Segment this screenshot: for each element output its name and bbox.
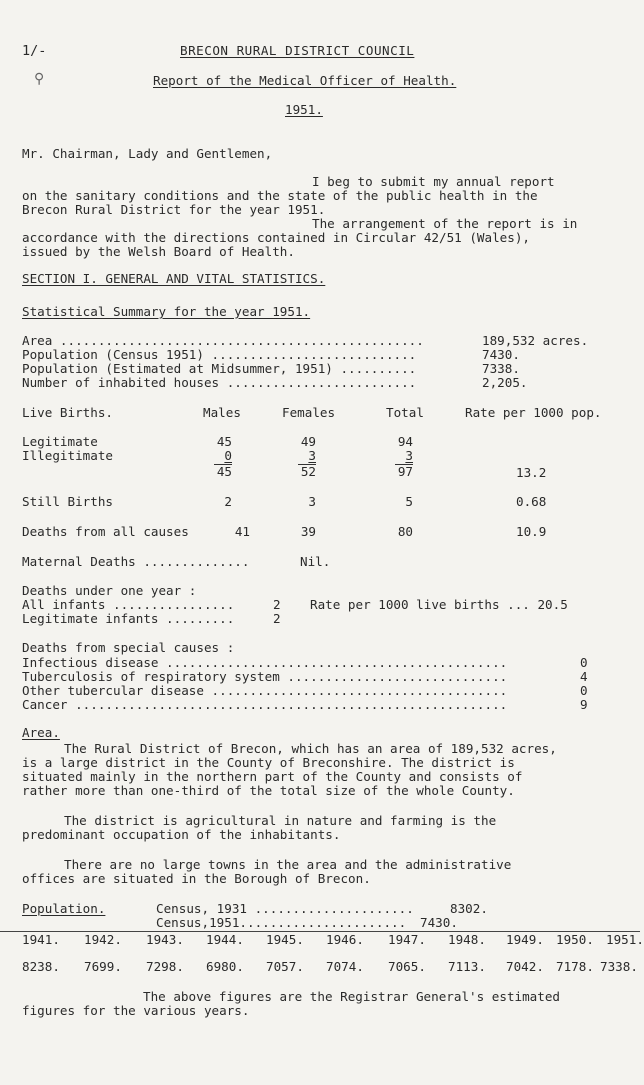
cell: 3: [308, 494, 316, 509]
area-line: predominant occupation of the inhabitants.: [22, 827, 341, 842]
cell: 0: [224, 448, 232, 463]
report-subtitle: Report of the Medical Officer of Health.: [153, 73, 457, 88]
area-line: There are no large towns in the area and the administrative: [64, 857, 512, 872]
area-line: offices are situated in the Borough of Brecon.: [22, 871, 371, 886]
row-label: Deaths from all causes: [22, 524, 189, 539]
area-line: The district is agricultural in nature and farming is the: [64, 813, 497, 828]
value-cell: 7065.: [388, 959, 426, 974]
table-header: Total: [386, 405, 424, 420]
intro-line: The arrangement of the report is in: [312, 216, 578, 231]
value-cell: 7074.: [326, 959, 364, 974]
infant-label: Legitimate infants .........: [22, 611, 235, 626]
summary-value: 7430.: [482, 347, 520, 362]
cell: 49: [300, 434, 316, 449]
special-label: Tuberculosis of respiratory system .............................: [22, 669, 508, 684]
population-heading: Population.: [22, 901, 106, 916]
year-cell: 1949.: [506, 932, 544, 947]
value-cell: 6980.: [206, 959, 244, 974]
census-value: 7430.: [420, 915, 458, 930]
maternal-value: Nil.: [300, 554, 331, 569]
value-cell: 7338.: [600, 959, 638, 974]
cell: 5: [405, 494, 413, 509]
infant-rate: Rate per 1000 live births ... 20.5: [310, 597, 568, 612]
cell: 3: [308, 448, 316, 463]
census-value: 8302.: [450, 901, 488, 916]
row-label: Illegitimate: [22, 448, 113, 463]
cell-total: 52: [298, 464, 316, 479]
document-title: BRECON RURAL DISTRICT COUNCIL: [180, 43, 415, 58]
cell-total: 97: [395, 464, 413, 479]
year-cell: 1947.: [388, 932, 426, 947]
footnote-line: The above figures are the Registrar General's estimated: [143, 989, 561, 1004]
special-label: Other tubercular disease .......................................: [22, 683, 508, 698]
cell: 39: [300, 524, 316, 539]
cell: 41: [234, 524, 250, 539]
salutation: Mr. Chairman, Lady and Gentlemen,: [22, 146, 273, 161]
year-cell: 1942.: [84, 932, 122, 947]
summary-value: 2,205.: [482, 375, 528, 390]
maternal-label: Maternal Deaths ..............: [22, 554, 250, 569]
value-cell: 7699.: [84, 959, 122, 974]
special-heading: Deaths from special causes :: [22, 640, 235, 655]
cell: 94: [397, 434, 413, 449]
intro-line: on the sanitary conditions and the state of the public health in the: [22, 188, 538, 203]
row-label: Legitimate: [22, 434, 98, 449]
special-label: Infectious disease .............................................: [22, 655, 508, 670]
cell: 80: [397, 524, 413, 539]
summary-value: 7338.: [482, 361, 520, 376]
intro-line: accordance with the directions contained in Circular 42/51 (Wales),: [22, 230, 530, 245]
intro-line: issued by the Welsh Board of Health.: [22, 244, 295, 259]
stamp-mark-icon: ⚲: [34, 71, 45, 87]
infant-value: 2: [273, 597, 281, 612]
cell: 45: [216, 434, 232, 449]
census-label: Census, 1931 .....................: [156, 901, 414, 916]
year-cell: 1941.: [22, 932, 60, 947]
table-header: Females: [282, 405, 336, 420]
summary-label: Area ................................................: [22, 333, 424, 348]
cell-total: 45: [214, 464, 232, 479]
year-cell: 1946.: [326, 932, 364, 947]
intro-line: I beg to submit my annual report: [312, 174, 555, 189]
intro-line: Brecon Rural District for the year 1951.: [22, 202, 326, 217]
cell-rate: 13.2: [516, 465, 547, 480]
value-cell: 7298.: [146, 959, 184, 974]
infant-value: 2: [273, 611, 281, 626]
table-header: Live Births.: [22, 405, 113, 420]
population-years-row: [0, 931, 644, 948]
special-value: 0: [580, 655, 588, 670]
special-value: 9: [580, 697, 588, 712]
summary-label: Population (Estimated at Midsummer, 1951) ..........: [22, 361, 417, 376]
value-cell: 7057.: [266, 959, 304, 974]
value-cell: 7178.: [556, 959, 594, 974]
census-label: Census,1951......................: [156, 915, 407, 930]
special-label: Cancer .........................................................: [22, 697, 508, 712]
area-line: The Rural District of Brecon, which has an area of 189,532 acres,: [64, 741, 557, 756]
table-header: Rate per 1000 pop.: [465, 405, 602, 420]
infant-label: All infants ................: [22, 597, 235, 612]
population-values-row: [0, 960, 640, 976]
value-cell: 7113.: [448, 959, 486, 974]
year-cell: 1943.: [146, 932, 184, 947]
area-heading: Area.: [22, 725, 60, 740]
section-title: SECTION I. GENERAL AND VITAL STATISTICS.: [22, 271, 326, 286]
special-value: 4: [580, 669, 588, 684]
row-label: Still Births: [22, 494, 113, 509]
year-cell: 1944.: [206, 932, 244, 947]
special-value: 0: [580, 683, 588, 698]
value-cell: 8238.: [22, 959, 60, 974]
infant-heading: Deaths under one year :: [22, 583, 197, 598]
year-cell: 1950.: [556, 932, 594, 947]
summary-value: 189,532 acres.: [482, 333, 589, 348]
summary-label: Population (Census 1951) ...........................: [22, 347, 417, 362]
cell-rate: 10.9: [516, 524, 547, 539]
value-cell: 7042.: [506, 959, 544, 974]
year-cell: 1948.: [448, 932, 486, 947]
summary-title: Statistical Summary for the year 1951.: [22, 304, 311, 319]
cell: 3: [405, 448, 413, 463]
report-year: 1951.: [285, 102, 323, 117]
cell-rate: 0.68: [516, 494, 547, 509]
summary-label: Number of inhabited houses .........................: [22, 375, 417, 390]
table-header: Males: [203, 405, 241, 420]
year-cell: 1945.: [266, 932, 304, 947]
area-line: situated mainly in the northern part of the County and consists of: [22, 769, 523, 784]
footnote-line: figures for the various years.: [22, 1003, 250, 1018]
cell: 2: [224, 494, 232, 509]
area-line: rather more than one-third of the total size of the whole County.: [22, 783, 515, 798]
page-reference: 1/-: [22, 43, 47, 59]
year-cell: 1951.: [606, 932, 644, 947]
area-line: is a large district in the County of Breconshire. The district is: [22, 755, 515, 770]
